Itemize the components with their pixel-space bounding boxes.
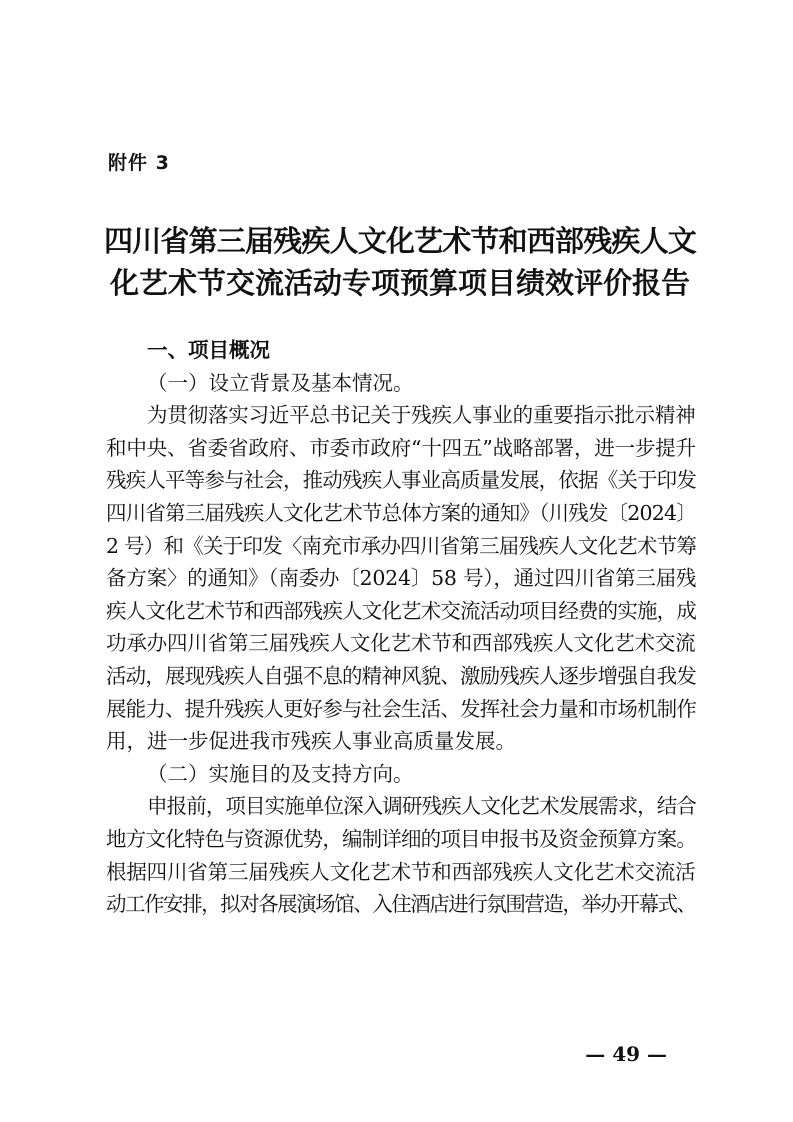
paragraph-line: 疾人文化艺术节和西部残疾人文化艺术交流活动项目经费的实施，成 — [106, 598, 696, 623]
paragraph-line: 地方文化特色与资源优势，编制详细的项目申报书及资金预算方案。 — [106, 826, 696, 851]
paragraph-line: 活动，展现残疾人自强不息的精神风貌、激励残疾人逐步增强自我发 — [106, 663, 696, 688]
document-title — [104, 220, 696, 304]
title-line-2: 化艺术节交流活动专项预算项目绩效评价报告 — [109, 266, 690, 300]
title-line-1: 四川省第三届残疾人文化艺术节和西部残疾人文 — [104, 224, 697, 258]
paragraph-line: 申报前，项目实施单位深入调研残疾人文化艺术发展需求，结合 — [147, 794, 696, 819]
page-number: — 49 — — [585, 1042, 667, 1066]
attachment-label: 附件 3 — [108, 152, 170, 174]
document-body — [106, 334, 696, 921]
section-heading: 一、项目概况 — [147, 338, 270, 362]
subsection-heading-2: （二）实施目的及支持方向。 — [147, 761, 414, 786]
paragraph-line: 残疾人平等参与社会，推动残疾人事业高质量发展，依据《关于印发 — [106, 468, 696, 493]
paragraph-line: 根据四川省第三届残疾人文化艺术节和西部残疾人文化艺术交流活 — [106, 859, 696, 884]
paragraph-line: 展能力、提升残疾人更好参与社会生活、发挥社会力量和市场机制作 — [106, 696, 696, 721]
paragraph-line: 四川省第三届残疾人文化艺术节总体方案的通知》（川残发〔2024〕 — [106, 500, 696, 525]
paragraph-line: 功承办四川省第三届残疾人文化艺术节和西部残疾人文化艺术交流 — [106, 631, 696, 656]
paragraph-line: 和中央、省委省政府、市委市政府“十四五”战略部署，进一步提升 — [106, 435, 696, 460]
paragraph-line: 动工作安排，拟对各展演场馆、入住酒店进行氛围营造，举办开幕式、 — [106, 892, 696, 917]
paragraph-line: 用，进一步促进我市残疾人事业高质量发展。 — [106, 729, 516, 754]
paragraph-line: 为贯彻落实习近平总书记关于残疾人事业的重要指示批示精神 — [147, 403, 696, 428]
subsection-heading-1: （一）设立背景及基本情况。 — [147, 370, 414, 395]
paragraph-line: 备方案〉的通知》（南委办〔2024〕58 号），通过四川省第三届残 — [106, 566, 697, 591]
paragraph-line: 2 号）和《关于印发〈南充市承办四川省第三届残疾人文化艺术节筹 — [106, 533, 697, 558]
